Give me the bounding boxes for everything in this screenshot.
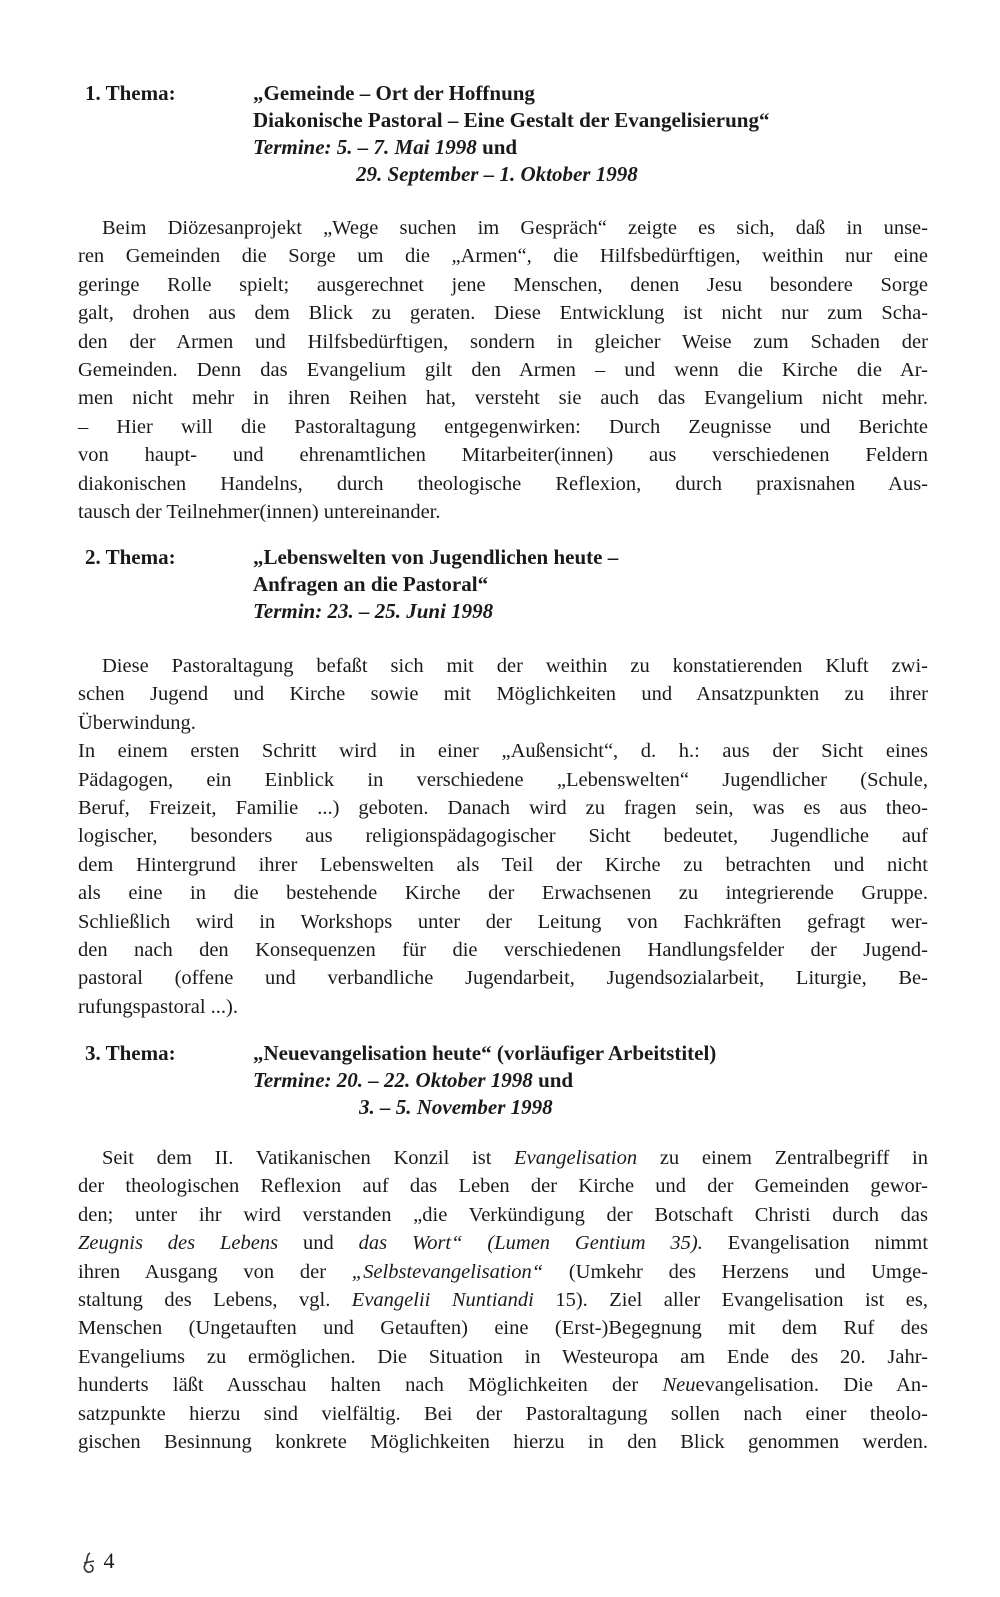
paragraph-line: logischer, besonders aus religionspädagogischer Sicht bedeutet, Jugendliche auf <box>78 825 928 848</box>
paragraph-line: men nicht mehr in ihren Reihen hat, versteht sie auch das Evangelium nicht mehr. <box>78 387 928 410</box>
thema-1-description <box>78 214 928 526</box>
paragraph-line: Evangeliums zu ermöglichen. Die Situation in Westeuropa am Ende des 20. Jahr- <box>78 1345 928 1368</box>
paragraph-line: galt, drohen aus dem Blick zu geraten. Diese Entwicklung ist nicht nur zum Scha- <box>78 302 928 325</box>
thema-3-term-and: und <box>538 1068 574 1092</box>
paragraph-line: der theologischen Reflexion auf das Leben der Kirche und der Gemeinden gewor- <box>78 1175 928 1198</box>
thema-3-header <box>85 1040 945 1121</box>
thema-1-term-line-2 <box>253 161 945 188</box>
paragraph-line: rufungspastoral ...). <box>78 995 238 1018</box>
paragraph-line: tausch der Teilnehmer(innen) untereinander. <box>78 501 441 524</box>
thema-3-number: 3. Thema: <box>85 1041 176 1065</box>
thema-3-term-line-2 <box>253 1094 945 1121</box>
publisher-logo-icon <box>80 1551 98 1575</box>
paragraph-line: gischen Besinnung konkrete Möglichkeiten hierzu in den Blick genommen werden. <box>78 1431 928 1454</box>
thema-1-term-and: und <box>482 135 518 159</box>
paragraph-line: den; unter ihr wird verstanden „die Verkündigung der Botschaft Christi durch das <box>78 1203 928 1226</box>
paragraph-line: Diese Pastoraltagung befaßt sich mit der weithin zu konstatierenden Kluft zwi- <box>102 655 928 677</box>
paragraph-line: Menschen (Ungetauften und Getauften) eine (Erst-)Begegnung mit dem Ruf des <box>78 1317 928 1340</box>
paragraph-line: Gemeinden. Denn das Evangelium gilt den Armen – und wenn die Kirche die Ar- <box>78 359 928 382</box>
paragraph-line: von haupt- und ehrenamtlichen Mitarbeiter(innen) aus verschiedenen Feldern <box>78 444 928 467</box>
paragraph-line: staltung des Lebens, vgl. Evangelii Nuntiandi 15). Ziel aller Evangelisation ist es, <box>78 1289 928 1312</box>
paragraph-line: – Hier will die Pastoraltagung entgegenwirken: Durch Zeugnisse und Berichte <box>78 415 928 438</box>
paragraph-line: den der Armen und Hilfsbedürftigen, sondern in gleicher Weise zum Schaden der <box>78 330 928 353</box>
paragraph-line: Pädagogen, ein Einblick in verschiedene „Lebenswelten“ Jugendlicher (Schule, <box>78 768 928 791</box>
paragraph-line: Schließlich wird in Workshops unter der Leitung von Fachkräften gefragt wer- <box>78 910 928 933</box>
thema-2-description <box>78 652 928 1021</box>
paragraph-line: Zeugnis des Lebens und das Wort“ (Lumen Gentium 35). Evangelisation nimmt <box>78 1232 929 1255</box>
page-footer <box>80 1548 115 1575</box>
paragraph-line: diakonischen Handelns, durch theologische Reflexion, durch praxisnahen Aus- <box>78 472 928 495</box>
paragraph-line: pastoral (offene und verbandliche Jugendarbeit, Jugendsozialarbeit, Liturgie, Be- <box>78 967 928 990</box>
thema-1-title-line-1: „Gemeinde – Ort der Hoffnung <box>253 81 535 105</box>
paragraph-line: Seit dem II. Vatikanischen Konzil ist Evangelisation zu einem Zentralbegriff in <box>102 1147 928 1169</box>
paragraph-line: ren Gemeinden die Sorge um die „Armen“, die Hilfsbedürftigen, weithin nur eine <box>78 245 928 268</box>
thema-1-title-line-2: Diakonische Pastoral – Eine Gestalt der Evangelisierung“ <box>253 108 770 132</box>
thema-1-term-line-1 <box>253 134 945 161</box>
paragraph-line: Überwindung. <box>78 711 196 734</box>
thema-1-header <box>85 80 945 188</box>
paragraph-line: geringe Rolle spielt; ausgerechnet jene Menschen, denen Jesu besondere Sorge <box>78 273 928 296</box>
paragraph-line: ihren Ausgang von der „Selbstevangelisation“ (Umkehr des Herzens und Umge- <box>78 1260 928 1283</box>
thema-3-term-1: Termine: 20. – 22. Oktober 1998 <box>253 1068 533 1092</box>
paragraph-line: den nach den Konsequenzen für die verschiedenen Handlungsfelder der Jugend- <box>78 939 928 962</box>
thema-3-term-2: 3. – 5. November 1998 <box>359 1095 553 1119</box>
paragraph-line: hunderts läßt Ausschau halten nach Möglichkeiten der Neuevangelisation. Die An- <box>78 1374 928 1397</box>
thema-2-term-line <box>253 598 945 625</box>
paragraph-line: In einem ersten Schritt wird in einer „Außensicht“, d. h.: aus der Sicht eines <box>78 740 928 763</box>
thema-3-title-line-1: „Neuevangelisation heute“ (vorläufiger Arbeitstitel) <box>253 1041 717 1065</box>
paragraph-line: Beim Diözesanprojekt „Wege suchen im Gespräch“ zeigte es sich, daß in unse- <box>102 217 928 239</box>
thema-2-title-line-1: „Lebenswelten von Jugendlichen heute – <box>253 545 619 569</box>
paragraph-line: satzpunkte hierzu sind vielfältig. Bei der Pastoraltagung sollen nach einer theolo- <box>78 1402 928 1425</box>
page-number: 4 <box>103 1548 115 1573</box>
paragraph-line: schen Jugend und Kirche sowie mit Möglichkeiten und Ansatzpunkten zu ihrer <box>78 683 928 706</box>
thema-2-header <box>85 544 945 625</box>
thema-1-term-2: 29. September – 1. Oktober 1998 <box>356 162 638 186</box>
thema-2-number: 2. Thema: <box>85 545 176 569</box>
paragraph-line: als eine in die bestehende Kirche der Erwachsenen zu integrierende Gruppe. <box>78 882 928 905</box>
paragraph-line: Beruf, Freizeit, Familie ...) geboten. Danach wird zu fragen sein, was es aus theo- <box>78 797 928 820</box>
thema-1-term-1: Termine: 5. – 7. Mai 1998 <box>253 135 477 159</box>
paragraph-line: dem Hintergrund ihrer Lebenswelten als Teil der Kirche zu betrachten und nicht <box>78 853 928 876</box>
thema-3-term-line-1 <box>253 1067 945 1094</box>
thema-2-title-line-2: Anfragen an die Pastoral“ <box>253 572 489 596</box>
thema-3-description <box>78 1144 928 1456</box>
thema-2-term: Termin: 23. – 25. Juni 1998 <box>253 599 494 623</box>
thema-1-number: 1. Thema: <box>85 81 176 105</box>
